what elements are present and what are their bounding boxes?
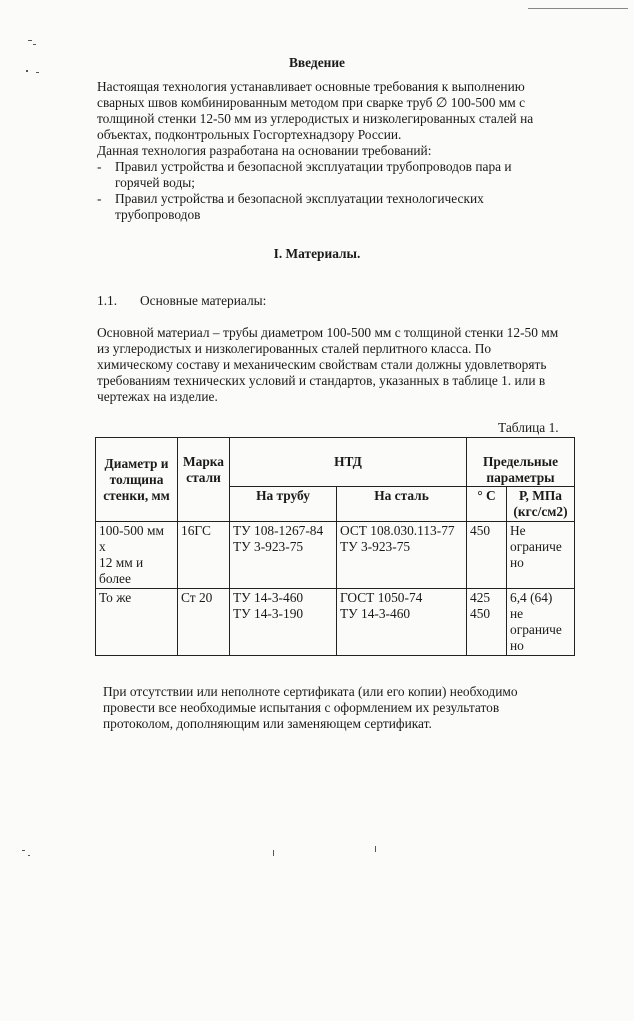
header-pipe: На трубу	[230, 487, 337, 522]
scan-speck	[28, 855, 30, 856]
table-row	[96, 522, 575, 589]
list-bullet: -	[97, 159, 102, 174]
text-line: сварных швов комбинированным методом при сварке труб ∅ 100-500 мм с	[97, 95, 526, 110]
text-line: Правил устройства и безопасной эксплуатации технологических	[115, 191, 484, 206]
text-line: толщиной стенки 12-50 мм из углеродистых и низколегированных сталей на	[97, 111, 534, 126]
text-line: объектах, подконтрольных Госгортехнадзору России.	[97, 127, 402, 142]
cell-temp: 450	[467, 522, 507, 589]
cell-diameter: То же	[96, 589, 178, 656]
header-diameter: Диаметр и толщина стенки, мм	[96, 438, 178, 522]
text-line: При отсутствии или неполноте сертификата (или его копии) необходимо	[103, 684, 518, 699]
header-limits: Предельные параметры	[467, 438, 575, 487]
text-line: из углеродистых и низколегированных сталей перлитного класса. По	[97, 341, 492, 356]
section-number: 1.1.	[97, 293, 118, 308]
heading-intro: Введение	[288, 55, 346, 70]
certificate-paragraph	[103, 684, 583, 732]
text-line: протоколом, дополняющим или заменяющем сертификат.	[103, 716, 432, 731]
materials-paragraph	[97, 325, 597, 405]
cell-grade: Ст 20	[178, 589, 230, 656]
text-line: трубопроводов	[115, 207, 201, 222]
text-line: требованиям технических условий и стандартов, указанных в таблице 1. или в	[97, 373, 546, 388]
text-line: Данная технология разработана на основании требований:	[97, 143, 432, 158]
table-row	[96, 589, 575, 656]
list-bullet: -	[97, 191, 102, 206]
text-line: провести все необходимые испытания с оформлением их результатов	[103, 700, 500, 715]
text-line: чертежах на изделие.	[97, 389, 218, 404]
intro-paragraph	[97, 79, 597, 223]
cell-steel: ГОСТ 1050-74 ТУ 14-3-460	[337, 589, 467, 656]
heading-materials: I. Материалы.	[273, 246, 361, 261]
cell-steel: ОСТ 108.030.113-77 ТУ 3-923-75	[337, 522, 467, 589]
header-steel: На сталь	[337, 487, 467, 522]
header-grade: Марка стали	[178, 438, 230, 522]
cell-pipe: ТУ 14-3-460 ТУ 14-3-190	[230, 589, 337, 656]
cell-pressure: Не ограниче но	[507, 522, 575, 589]
text-line: горячей воды;	[115, 175, 195, 190]
header-temp: ° С	[467, 487, 507, 522]
cell-grade: 16ГС	[178, 522, 230, 589]
list-item	[97, 191, 597, 223]
scan-speck	[28, 40, 32, 41]
header-ntd: НТД	[230, 438, 467, 487]
text-line: Правил устройства и безопасной эксплуатации трубопроводов пара и	[115, 159, 512, 174]
materials-table	[95, 437, 575, 656]
cell-pipe: ТУ 108-1267-84 ТУ 3-923-75	[230, 522, 337, 589]
top-rule	[528, 8, 628, 9]
text-line: химическому составу и механическим свойствам стали должны удовлетворять	[97, 357, 547, 372]
list-item	[97, 159, 597, 191]
scan-speck	[22, 850, 25, 851]
scan-speck	[36, 72, 39, 73]
text-line: Настоящая технология устанавливает основные требования к выполнению	[97, 79, 525, 94]
section-title: Основные материалы:	[140, 293, 267, 308]
table-header-row	[96, 438, 575, 487]
scan-speck	[273, 850, 274, 856]
cell-temp: 425 450	[467, 589, 507, 656]
table-caption: Таблица 1.	[498, 420, 559, 435]
header-pressure: Р, МПа (кгс/см2)	[507, 487, 575, 522]
scan-speck	[33, 44, 36, 45]
cell-pressure: 6,4 (64) не ограниче но	[507, 589, 575, 656]
text-line: Основной материал – трубы диаметром 100-500 мм с толщиной стенки 12-50 мм	[97, 325, 559, 340]
scan-speck	[375, 846, 376, 852]
cell-diameter: 100-500 мм х 12 мм и более	[96, 522, 178, 589]
